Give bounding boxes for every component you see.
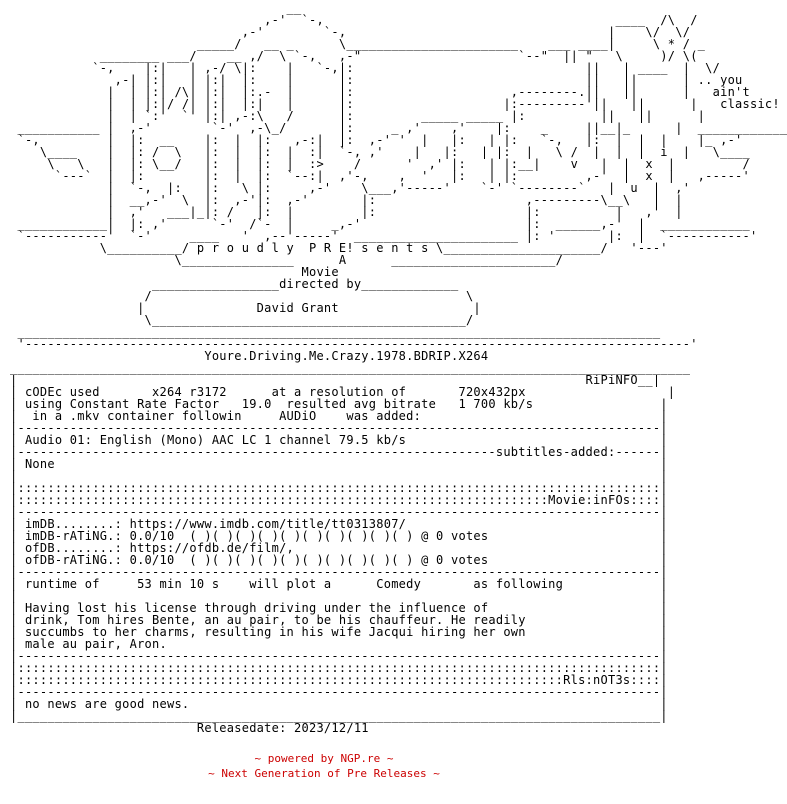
footer-tagline: ~ Next Generation of Pre Releases ~ [208, 767, 440, 780]
nfo-ascii-art-text: __ ,-' `-, ____ /\ / ,-' `-, | \/ \/ _____/ __ _ \_______________________ ___ ____| \ * / _ ________ ___/ __ ,/ \ `-, ,-" `--" || " \ )/ \( `-, |:| | ,-/ \|: | `-,|: || | ____ | \/ ,-| |:| | |:| |: | |: || || | .. you | | |:| /\| |:| |:.- | |: ,--------.|| || | ain't | | |:|/ /| |:| |:| | |: |:---------'|| || | classic! | | `:' `' |:| ,-:\ / |: _____ _____ |: || || | ___________ | ,-' `-' ,-\_/ |: _ ,' ,' |: _ ||__|_ | ____________ `-, | |: __ |: | |: ,-:| |: ,-' ' | |: | |: `-, |: | | | |_ ,-' \____ | |: / \ |: | |: | :| `-, ,' | |: | |: | \ / | | | i | \____ \ \ | |: \__/ |: | |: | :> / ' ,' |: | |:__| v | | x | / `---` | |: |: | |: `--:| ,'-, , ' |: | |: ,-' | x | ,-----' | `-, |: |: \ |: ,-' \___,'-----' `-' `--------` | u | ,' | __,-' \ |: ,-'|: ,-' |: ,---------\__\ | | | ,' ___|_|: / |: | |: |: | ,' | ____________| |: ,' `-' /`- | _,-' |: ______,-' | ____________ `-----------' `-' ____ ' ,--'-----' ______________________ |: ' |: | `-----------' \__________/ p r o u d l y P R E! s e n t s \_____________________/ '---' \_______________ A ______________________/ Movie _________________directed by_____________ / \ | David Grant | \__________________________________________/ ______________________________________________________________________________________ '-----------------------------------------------------------------------------------------' Youre.Driving.Me.Crazy.1978.BDRIP.X264 ___________________________________________________________________________________________ | RiPiNFO__| | cODEc used x264 r3172 at a resolution of 720x432px | | using Constant Rate Factor 19.0 resulted avg bitrate 1 700 kb/s | | in a .mkv container followin AUDiO was added: | |--------------------------------------------------------------------------------------| | Audio 01: English (Mono) AAC LC 1 channel 79.5 kb/s | |----------------------------------------------------------------subtitles-added:------| | None | | | |::::::::::::::::::::::::::::::::::::::::::::::::::::::::::::::::::::::::::::::::::::::| |:::::::::::::::::::::::::::::::::::::::::::::::::::::::::::::::::::::::Movie:inFOs::::| |--------------------------------------------------------------------------------------| | imDB........: https://www.imdb.com/title/tt0313807/ | | imDB-rATiNG.: 0.0/10 ( )( )( )( )( )( )( )( )( )( ) @ 0 votes | | ofDB........: https://ofdb.de/film/, | | ofDB-rATiNG.: 0.0/10 ( )( )( )( )( )( )( )( )( )( ) @ 0 votes | |--------------------------------------------------------------------------------------| | runtime of 53 min 10 s will plot a Comedy as following | | | | Having lost his license through driving under the influence of | | drink, Tom hires Bente, an au pair, to be his chauffeur. He readily | | succumbs to her charms, resulting in his wife Jacqui hiring her own | | male au pair, Aron. | |--------------------------------------------------------------------------------------| |::::::::::::::::::::::::::::::::::::::::::::::::::::::::::::::::::::::::::::::::::::::| |:::::::::::::::::::::::::::::::::::::::::::::::::::::::::::::::::::::::::Rls:nOT3s::::| |--------------------------------------------------------------------------------------| | no news are good news. | |______________________________________________________________________________________| Releasedate: 2023/12/11 [10, 1, 787, 735]
footer-powered-by: ~ powered by NGP.re ~ [254, 752, 394, 765]
